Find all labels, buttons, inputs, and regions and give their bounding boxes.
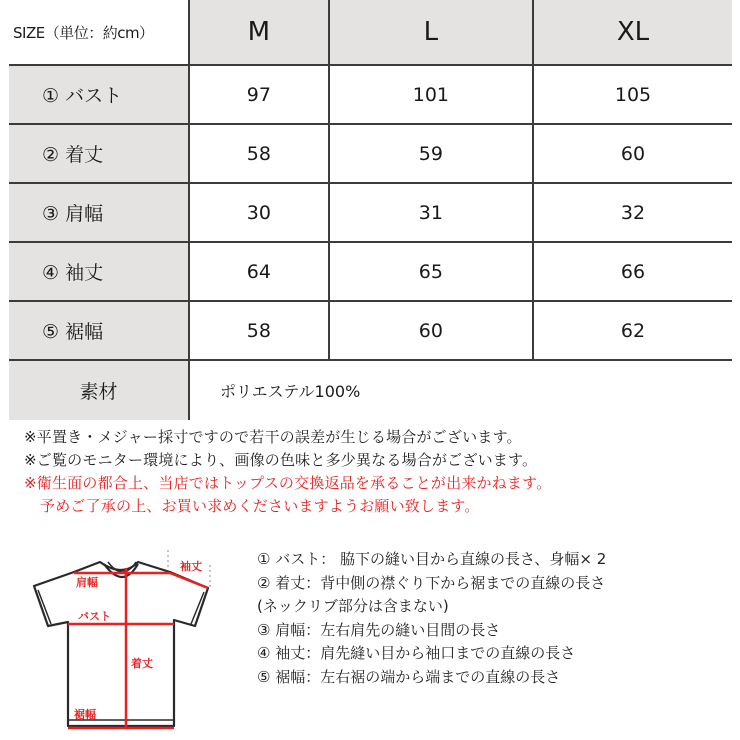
cell: 97 xyxy=(189,65,329,124)
note-measurement: ※平置き・メジャー採寸ですので若干の誤差が生じる場合がございます。 xyxy=(24,428,522,446)
note-no-return: ※衛生面の都合上、当店ではトップスの交換返品を承ることが出来かねます。 xyxy=(24,474,552,492)
diagram-label-sleeve: 袖丈 xyxy=(180,560,202,573)
table-row xyxy=(9,242,732,301)
cell: 101 xyxy=(329,65,533,124)
material-label: 素材 xyxy=(9,360,189,420)
row-label-shoulder: ③ 肩幅 xyxy=(9,183,189,242)
row-label-hem: ⑤ 裾幅 xyxy=(9,301,189,360)
size-unit-header: SIZE（単位：約cm） xyxy=(9,0,189,65)
cell: 62 xyxy=(533,301,732,360)
table-row xyxy=(9,124,732,183)
cell: 58 xyxy=(189,124,329,183)
cell: 60 xyxy=(533,124,732,183)
diagram-label-hem: 裾幅 xyxy=(74,708,96,721)
note-acknowledge: 予めご了承の上、お買い求めくださいますようお願い致します。 xyxy=(40,497,480,515)
row-label-sleeve: ④ 袖丈 xyxy=(9,242,189,301)
size-table xyxy=(9,0,732,420)
legend-item-bust: ① バスト： 脇下の縫い目から直線の長さ、身幅× 2 xyxy=(257,550,607,568)
diagram-label-shoulder: 肩幅 xyxy=(76,576,98,589)
size-header-l: L xyxy=(329,0,533,65)
diagram-label-length: 着丈 xyxy=(131,657,153,670)
note-monitor: ※ご覧のモニター環境により、画像の色味と多少異なる場合がございます。 xyxy=(24,451,538,469)
cell: 30 xyxy=(189,183,329,242)
tshirt-outline-icon xyxy=(20,540,230,740)
cell: 31 xyxy=(329,183,533,242)
cell: 60 xyxy=(329,301,533,360)
cell: 59 xyxy=(329,124,533,183)
diagram-label-bust: バスト xyxy=(78,610,111,623)
tshirt-diagram xyxy=(20,540,230,740)
table-row xyxy=(9,301,732,360)
cell: 105 xyxy=(533,65,732,124)
size-header-m: M xyxy=(189,0,329,65)
table-row xyxy=(9,183,732,242)
cell: 65 xyxy=(329,242,533,301)
row-label-bust: ① バスト xyxy=(9,65,189,124)
cell: 58 xyxy=(189,301,329,360)
cell: 32 xyxy=(533,183,732,242)
material-row xyxy=(9,360,732,420)
cell: 66 xyxy=(533,242,732,301)
table-header-row xyxy=(9,0,732,65)
cell: 64 xyxy=(189,242,329,301)
legend-item-hem: ⑤ 裾幅：左右裾の端から端までの直線の長さ xyxy=(257,667,561,686)
notes xyxy=(24,426,551,518)
size-header-xl: XL xyxy=(533,0,732,65)
measurement-legend xyxy=(257,548,606,689)
legend-item-sleeve: ④ 袖丈：肩先縫い目から袖口までの直線の長さ xyxy=(257,644,576,662)
legend-item-shoulder: ③ 肩幅：左右肩先の縫い目間の長さ xyxy=(257,620,501,639)
legend-item-length: ② 着丈：背中側の襟ぐり下から裾までの直線の長さ xyxy=(257,573,606,592)
row-label-length: ② 着丈 xyxy=(9,124,189,183)
table-row xyxy=(9,65,732,124)
legend-item-length-note: (ネックリブ部分は含まない) xyxy=(257,597,449,615)
material-value: ポリエステル100% xyxy=(189,360,732,420)
